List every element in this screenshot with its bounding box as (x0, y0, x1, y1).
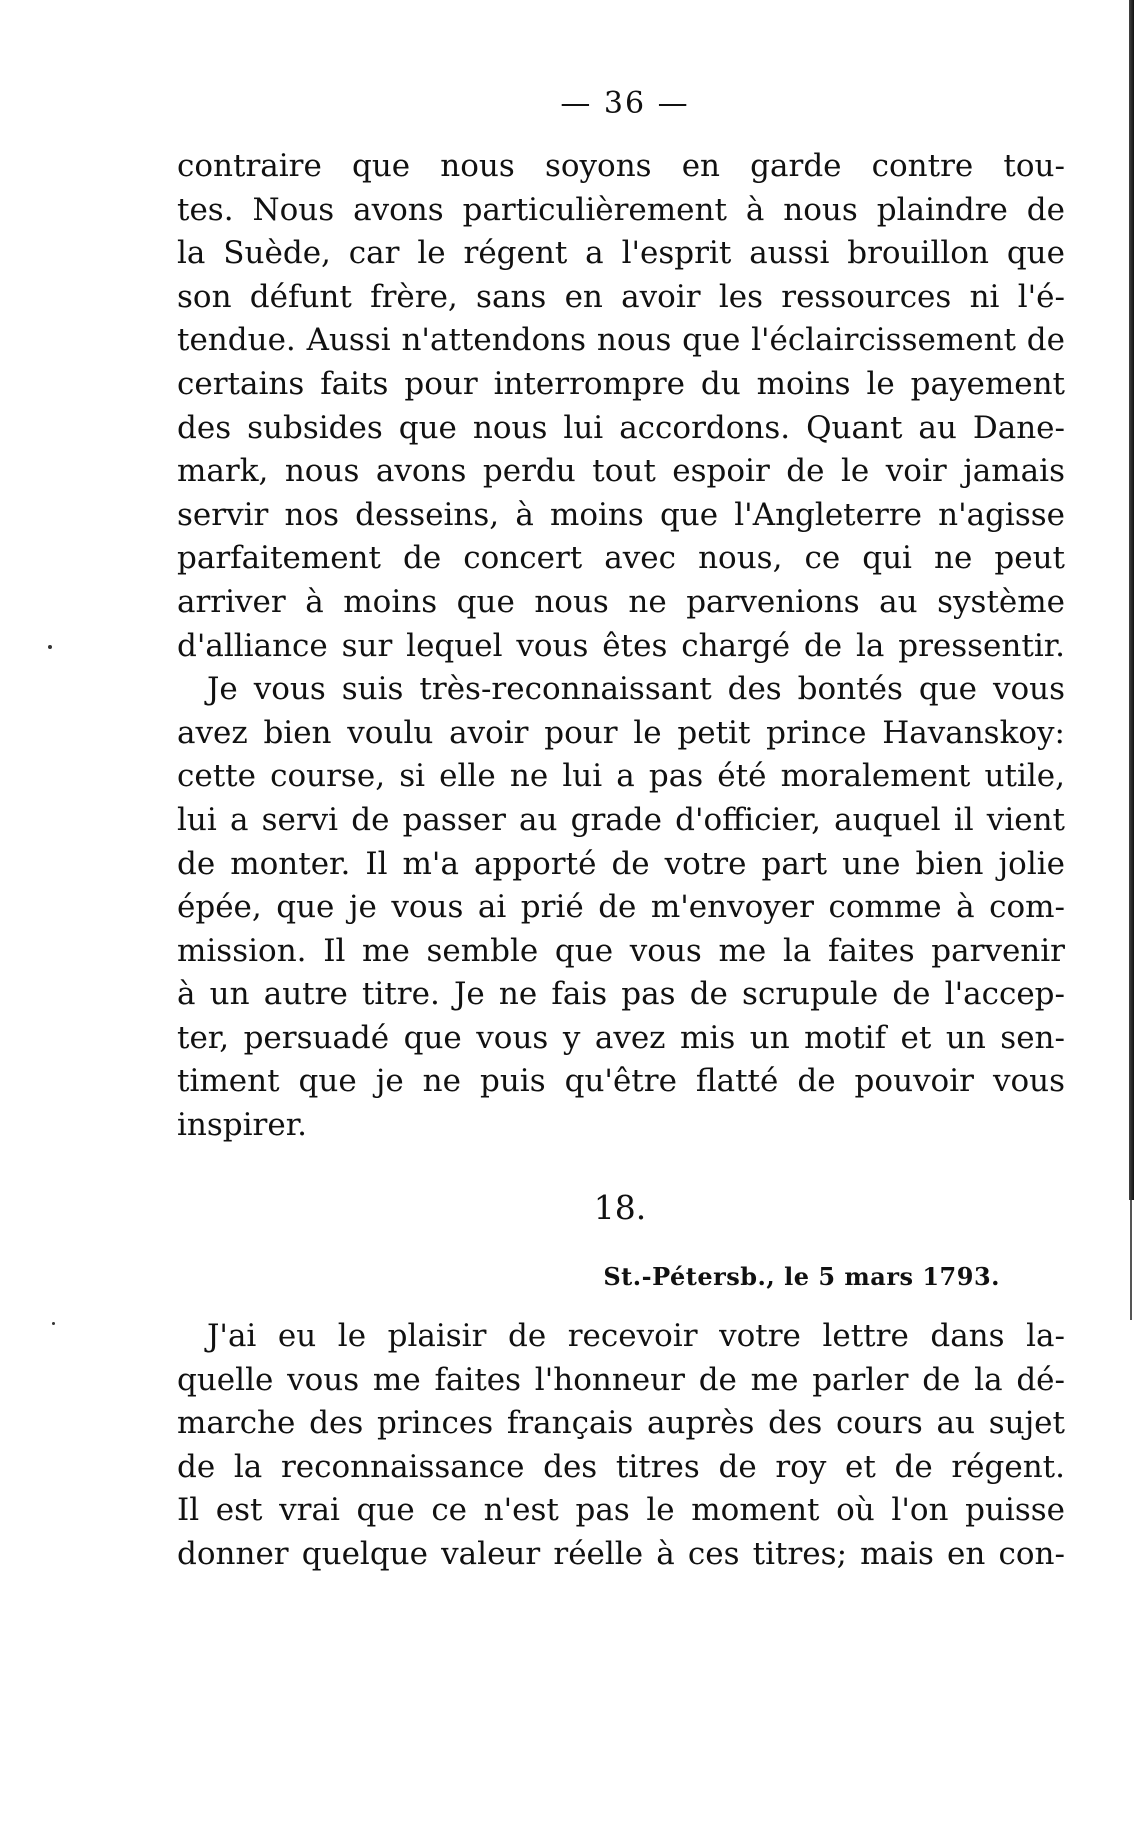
text-line: mark, nous avons perdu tout espoir de le voir jamais (177, 453, 1065, 490)
page-edge-shadow-lower (1130, 1200, 1132, 1320)
body-text-bottom (177, 1315, 1065, 1577)
text-line: des subsides que nous lui accordons. Quant au Dane- (177, 409, 1065, 446)
ink-speck (52, 1322, 55, 1325)
text-line: contraire que nous soyons en garde contre tou- (177, 148, 1065, 184)
page-edge-shadow (1129, 0, 1134, 1200)
text-line: lui a servi de passer au grade d'officier, auquel il vient (177, 801, 1065, 838)
text-line: parfaitement de concert avec nous, ce qui ne peut (177, 540, 1065, 577)
text-line: timent que je ne puis qu'être flatté de pouvoir vous (177, 1063, 1065, 1100)
letter-number: 18. (593, 1188, 647, 1227)
body-text-top (177, 145, 1065, 1148)
page-number: — 36 — (560, 86, 690, 121)
text-line: Je vous suis très-reconnaissant des bontés que vous (207, 671, 1065, 708)
text-line: son défunt frère, sans en avoir les ressources ni l'é- (177, 278, 1065, 315)
text-line: donner quelque valeur réelle à ces titres; mais en con- (177, 1535, 1065, 1572)
text-line: servir nos desseins, à moins que l'Angleterre n'agisse (177, 496, 1065, 533)
text-line: inspirer. (177, 1107, 307, 1144)
text-line: J'ai eu le plaisir de recevoir votre lettre dans la- (207, 1318, 1065, 1354)
text-line: tes. Nous avons particulièrement à nous plaindre de (177, 191, 1065, 228)
text-line: tendue. Aussi n'attendons nous que l'éclaircissement de (177, 322, 1065, 359)
text-line: cette course, si elle ne lui a pas été moralement utile, (177, 758, 1065, 795)
ink-speck (48, 645, 52, 649)
text-line: avez bien voulu avoir pour le petit prince Havanskoy: (177, 714, 1065, 751)
text-line: de la reconnaissance des titres de roy et de régent. (177, 1448, 1065, 1485)
text-line: la Suède, car le régent a l'esprit aussi brouillon que (177, 235, 1065, 272)
dateline: St.-Pétersb., le 5 mars 1793. (603, 1262, 1000, 1291)
text-line: d'alliance sur lequel vous êtes chargé de la pressentir. (177, 627, 1065, 664)
text-line: marche des princes français auprès des cours au sujet (177, 1405, 1065, 1442)
text-line: de monter. Il m'a apporté de votre part une bien jolie (177, 845, 1065, 882)
text-line: quelle vous me faites l'honneur de me parler de la dé- (177, 1361, 1065, 1398)
text-line: arriver à moins que nous ne parvenions au système (177, 583, 1065, 620)
text-line: épée, que je vous ai prié de m'envoyer comme à com- (177, 889, 1065, 926)
text-line: ter, persuadé que vous y avez mis un motif et un sen- (177, 1019, 1065, 1056)
text-line: Il est vrai que ce n'est pas le moment où l'on puisse (177, 1492, 1065, 1529)
text-line: à un autre titre. Je ne fais pas de scrupule de l'accep- (177, 976, 1065, 1013)
text-line: mission. Il me semble que vous me la faites parvenir (177, 932, 1065, 969)
text-line: certains faits pour interrompre du moins le payement (177, 365, 1065, 402)
